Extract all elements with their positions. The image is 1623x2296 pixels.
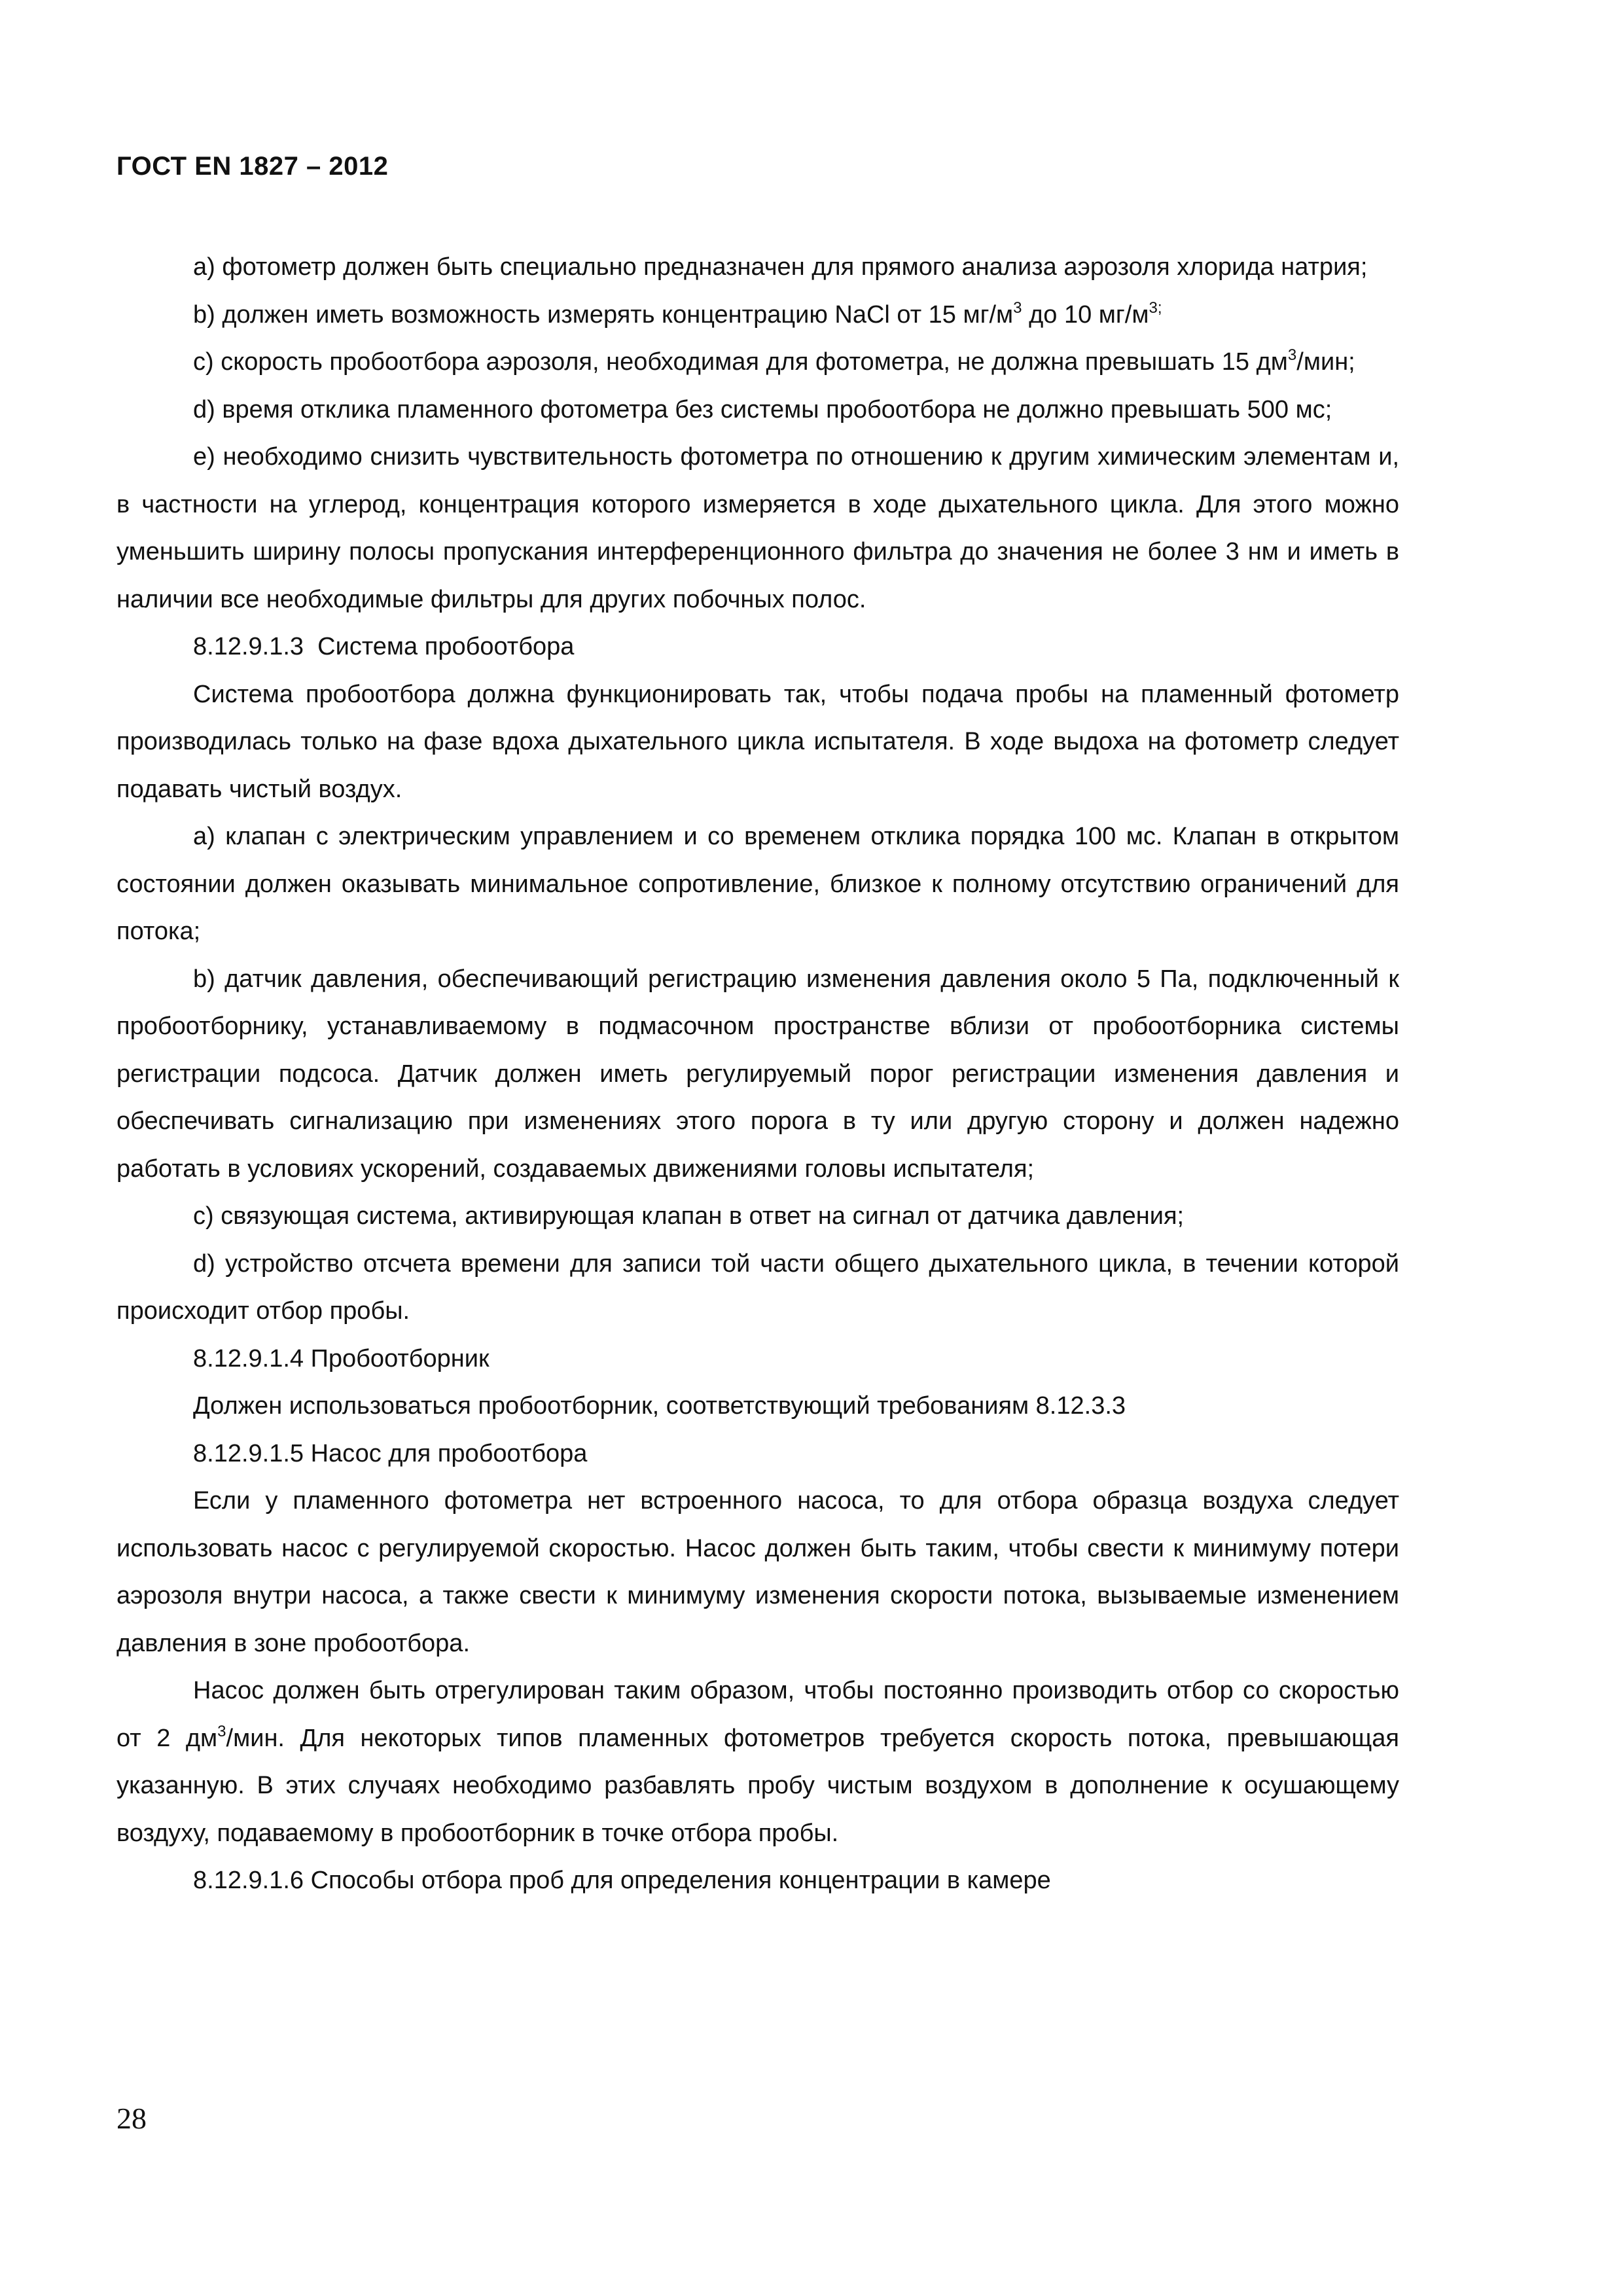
superscript: 3: [1013, 298, 1022, 317]
list-item-b-pressure-sensor: b) датчик давления, обеспечивающий регистрацию изменения давления около 5 Па, подключенный к пробоотборнику, устанавливаемому в подмасочном пространстве вблизи от пробоотборника системы регистрации подсоса. Датчик должен иметь регулируемый порог регистрации изменения давления и обеспечивать сигнализацию при изменениях этого порога в ту или другую сторону и должен надежно работать в условиях ускорений, создаваемых движениями головы испытателя;: [116, 965, 1399, 1183]
list-item-e-sensitivity: е) необходимо снизить чувствительность фотометра по отношению к другим химическим элементам и, в частности на углерод, концентрация которого измеряется в ходе дыхательного цикла. Для этого можно уменьшить ширину полосы пропускания интерференционного фильтра до значения не более 3 нм и иметь в наличии все необходимые фильтры для других побочных полос.: [116, 443, 1399, 613]
document-body: [116, 243, 1399, 1905]
list-item-d-response-time: d) время отклика пламенного фотометра без системы пробоотбора не должно превышать 500 мс;: [193, 395, 1332, 423]
list-item-b-concentration: [116, 291, 1399, 339]
superscript: [1149, 299, 1162, 317]
paragraph-sampling-system: Система пробоотбора должна функционировать так, чтобы подача пробы на пламенный фотометр производилась только на фазе вдоха дыхательного цикла испытателя. В ходе выдоха на фотометр следует подавать чистый воздух.: [116, 680, 1399, 803]
list-item-a-valve: а) клапан с электрическим управлением и со временем отклика порядка 100 мс. Клапан в открытом состоянии должен оказывать минимальное сопротивление, близкое к полному отсутствию ограничений для потока;: [116, 823, 1399, 945]
text-run: Насос должен быть отрегулирован таким образом, чтобы постоянно производить отбор со скоростью от 2 дм: [116, 1677, 1399, 1752]
superscript-semicolon: ;: [1157, 298, 1162, 317]
paragraph-pump-1: Если у пламенного фотометра нет встроенного насоса, то для отбора образца воздуха следует использовать насос с регулируемой скоростью. Насос должен быть таким, чтобы свести к минимуму потери аэрозоля внутри насоса, а также свести к минимуму изменения скорости потока, вызываемые изменением давления в зоне пробоотбора.: [116, 1487, 1399, 1657]
paragraph-pump-2: [116, 1667, 1399, 1857]
list-item-a-photometer: а) фотометр должен быть специально предназначен для прямого анализа аэрозоля хлорида натрия;: [193, 253, 1368, 281]
list-item-c-sampling-rate: [116, 338, 1399, 386]
superscript: 3: [217, 1722, 226, 1740]
superscript-digit: 3: [1149, 298, 1158, 317]
section-heading-8-12-9-1-3: 8.12.9.1.3 Система пробоотбора: [193, 633, 575, 660]
section-heading-8-12-9-1-6: 8.12.9.1.6 Способы отбора проб для определения концентрации в камере: [193, 1867, 1051, 1894]
list-item-c-linking-system: с) связующая система, активирующая клапан в ответ на сигнал от датчика давления;: [193, 1202, 1185, 1230]
paragraph-probe: Должен использоваться пробоотборник, соответствующий требованиям 8.12.3.3: [193, 1392, 1126, 1420]
text-run: b) должен иметь возможность измерять концентрацию NaCl от 15 мг/м: [193, 300, 1014, 329]
text-run: с) скорость пробоотбора аэрозоля, необходимая для фотометра, не должна превышать 15 дм: [193, 348, 1288, 376]
section-heading-8-12-9-1-5: 8.12.9.1.5 Насос для пробоотбора: [193, 1439, 588, 1467]
text-run: до 10 мг/м: [1029, 300, 1149, 329]
text-run: /мин;: [1296, 348, 1355, 376]
list-item-d-timer: d) устройство отсчета времени для записи той части общего дыхательного цикла, в течении которой происходит отбор пробы.: [116, 1249, 1399, 1325]
document-header: ГОСТ EN 1827 – 2012: [116, 152, 389, 181]
superscript: 3: [1287, 346, 1297, 364]
section-heading-8-12-9-1-4: 8.12.9.1.4 Пробоотборник: [193, 1344, 490, 1372]
text-run: /мин. Для некоторых типов пламенных фотометров требуется скорость потока, превышающая указанную. В этих случаях необходимо разбавлять пробу чистым воздухом в дополнение к осушающему воздуху, подаваемому в пробоотборник в точке отбора пробы.: [116, 1724, 1400, 1847]
page-number: 28: [116, 2102, 147, 2135]
